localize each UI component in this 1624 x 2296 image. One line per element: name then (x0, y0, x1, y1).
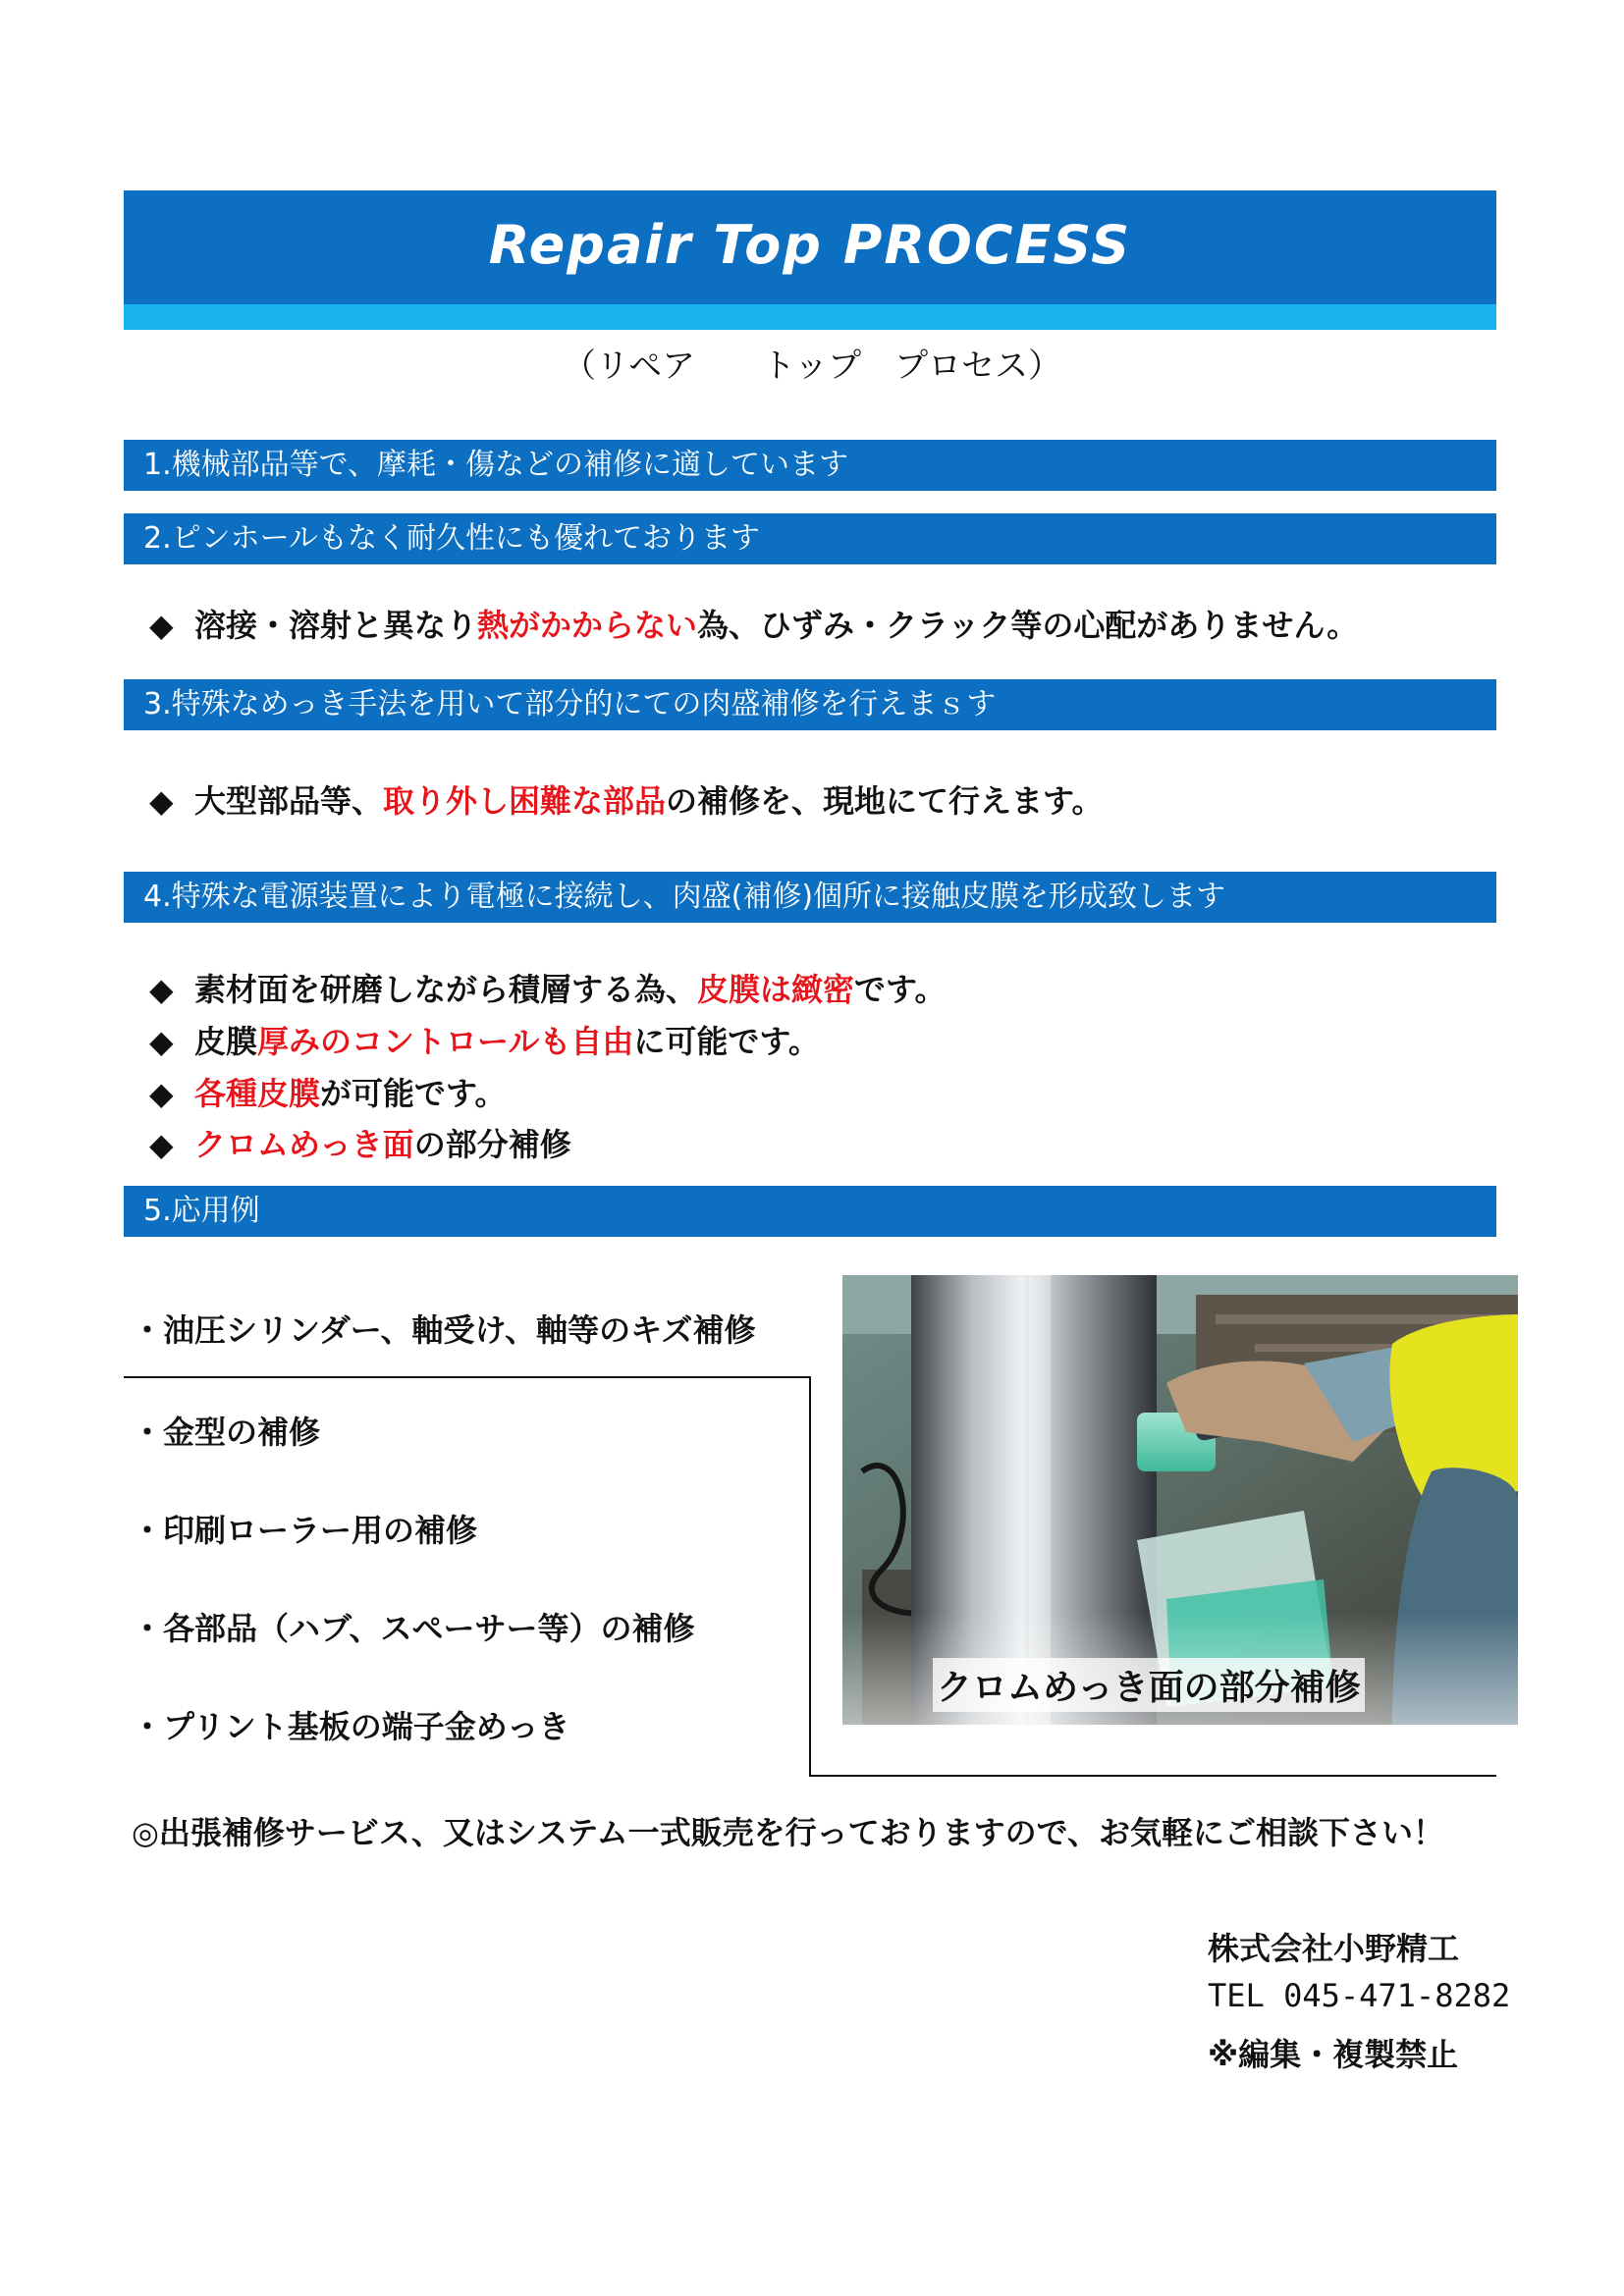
bullet-highlight: 取り外し困難な部品 (383, 782, 667, 820)
company-phone: TEL 045-471-8282 (1208, 1977, 1511, 2014)
diamond-icon: ◆ (149, 607, 174, 644)
company-name: 株式会社小野精工 (1208, 1930, 1460, 1967)
service-note: ◎出張補修サービス、又はシステム一式販売を行っておりますので、お気軽にご相談下さい！ (132, 1814, 1445, 1851)
bullet-highlight: 厚みのコントロールも自由 (257, 1023, 634, 1060)
bullet-item (149, 965, 946, 1010)
diamond-icon: ◆ (149, 1126, 174, 1163)
title-stripe (124, 304, 1496, 330)
bullet-item (149, 601, 1358, 646)
bullet-text: に可能です。 (633, 1023, 820, 1060)
application-item: ・各部品（ハブ、スペーサー等）の補修 (132, 1610, 695, 1647)
bullet-text: 素材面を研磨しながら積層する為、 (194, 971, 698, 1008)
bullet-text: です。 (854, 971, 947, 1008)
section-heading-5: 5.応用例 (124, 1186, 1496, 1237)
repair-photo (842, 1275, 1518, 1725)
bullet-highlight: 各種皮膜 (194, 1075, 321, 1112)
bullet-text: 溶接・溶射と異なり (194, 607, 478, 644)
divider-line (809, 1775, 1496, 1777)
application-item: ・金型の補修 (132, 1414, 321, 1451)
page-subtitle: （リペア トップ プロセス） (562, 347, 1062, 386)
divider-line (124, 1376, 811, 1378)
bullet-text: 皮膜 (194, 1023, 258, 1060)
application-item: ・プリント基板の端子金めっき (132, 1708, 570, 1745)
bullet-highlight: クロムめっき面 (194, 1126, 414, 1163)
bullet-item (149, 1017, 820, 1062)
copyright-notice: ※編集・複製禁止 (1208, 2036, 1459, 2073)
diamond-icon: ◆ (149, 1075, 174, 1112)
bullet-item (149, 1069, 506, 1114)
diamond-icon: ◆ (149, 1023, 174, 1060)
title-banner (124, 190, 1496, 304)
bullet-highlight: 皮膜は緻密 (697, 971, 855, 1008)
bullet-text: の補修を、現地にて行えます。 (666, 782, 1104, 820)
section-heading-3: 3.特殊なめっき手法を用いて部分的にての肉盛補修を行えまｓす (124, 679, 1496, 730)
application-item: ・油圧シリンダー、軸受け、軸等のキズ補修 (132, 1311, 756, 1349)
page-title: Repair Top PROCESS (488, 214, 1132, 276)
bullet-text: が可能です。 (320, 1075, 507, 1112)
divider-line (809, 1376, 811, 1777)
diamond-icon: ◆ (149, 971, 174, 1008)
bullet-highlight: 熱がかからない (477, 607, 698, 644)
bullet-item (149, 1120, 571, 1165)
bullet-text: の部分補修 (413, 1126, 571, 1163)
section-heading-2: 2.ピンホールもなく耐久性にも優れております (124, 513, 1496, 564)
application-item: ・印刷ローラー用の補修 (132, 1512, 478, 1549)
photo-caption: クロムめっき面の部分補修 (933, 1658, 1365, 1712)
section-heading-1: 1.機械部品等で、摩耗・傷などの補修に適しています (124, 440, 1496, 491)
bullet-text: 為、ひずみ・クラック等の心配がありません。 (697, 607, 1359, 644)
bullet-text: 大型部品等、 (194, 782, 384, 820)
section-heading-4: 4.特殊な電源装置により電極に接続し、肉盛(補修)個所に接触皮膜を形成致します (124, 872, 1496, 923)
diamond-icon: ◆ (149, 782, 174, 820)
bullet-item (149, 776, 1103, 822)
